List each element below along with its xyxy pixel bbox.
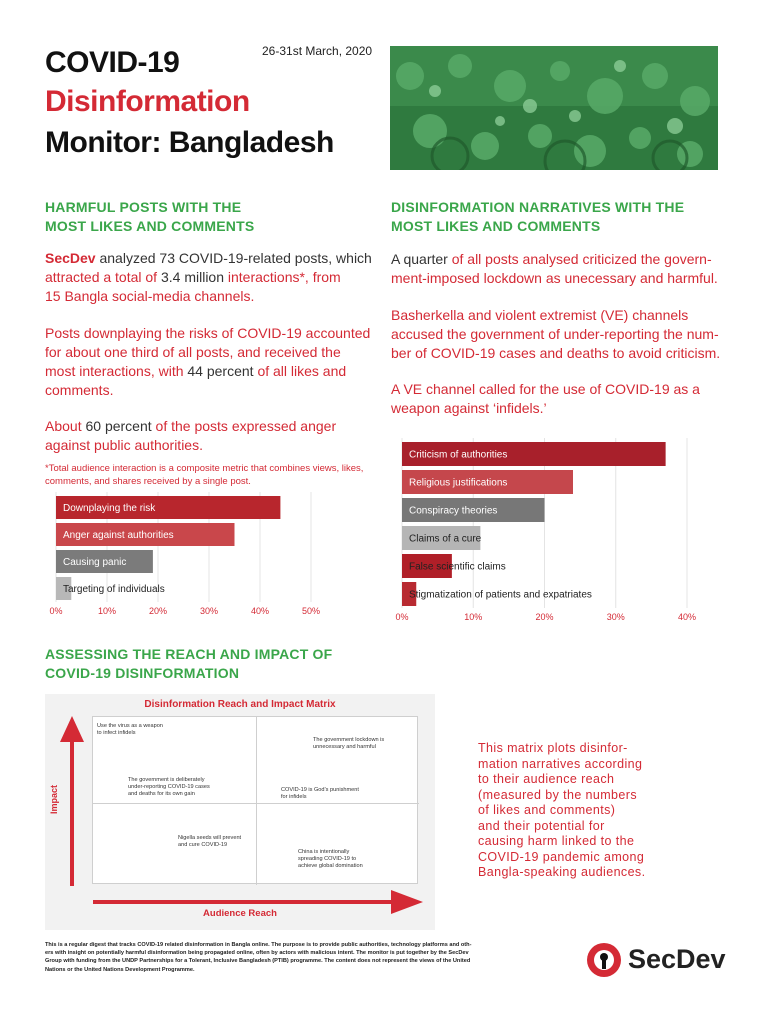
right-p3-line-2: weapon against ‘infidels.’ xyxy=(391,400,547,416)
left-p2-line-2: for about one third of all posts, and received the xyxy=(45,344,341,360)
matrix-item-text: China is intentionally xyxy=(298,849,350,855)
disclaimer-line: Nations or the United Nations Development Programme. xyxy=(45,966,195,973)
title-line-2: Disinformation xyxy=(45,85,250,118)
matrix-item-lockdown xyxy=(313,737,384,751)
matrix-title: Disinformation Reach and Impact Matrix xyxy=(144,699,336,710)
matrix-grid xyxy=(92,716,418,884)
matrix-item-text: for infidels xyxy=(281,794,307,800)
matrix-horizontal-divider xyxy=(93,803,419,804)
bar-label: Religious justifications xyxy=(409,477,508,489)
matrix-item-underreporting xyxy=(128,777,210,798)
disclaimer-line: This is a regular digest that tracks COVID-19 related disinformation in Bangla online. The purpose is to provide public authorities, technology platforms and oth- xyxy=(45,942,472,948)
impact-axis-label: Impact xyxy=(49,784,59,814)
matrix-item-text: achieve global domination xyxy=(298,863,363,869)
right-p2-line-1: Basherkella and violent extremist (VE) channels xyxy=(391,307,689,323)
matrix-item-text: The government is deliberately xyxy=(128,777,205,783)
matrix-vertical-divider xyxy=(256,717,257,885)
right-p1-line-1-b: of all posts analysed criticized the govern- xyxy=(447,251,712,267)
secdev-logo xyxy=(586,942,726,982)
matrix-note-line: and their potential for xyxy=(478,818,605,833)
matrix-item-nigella xyxy=(178,835,241,849)
left-p1-line-1-text: analyzed 73 COVID-19-related posts, which xyxy=(95,250,372,266)
footnote-line-2: comments, and shares received by a single post. xyxy=(45,476,251,487)
left-p3-line-2: against public authorities. xyxy=(45,437,203,453)
disclaimer-line: Group with funding from the UNDP Partnerships for a Tolerant, Inclusive Bangladesh (PTIB) programme. The content does not represent the views of the United xyxy=(45,958,471,965)
x-tick-label: 40% xyxy=(677,612,697,622)
matrix-note-line: Bangla-speaking audiences. xyxy=(478,865,646,879)
right-p2-line-3: ber of COVID-19 cases and deaths to avoid criticism. xyxy=(391,345,721,361)
header-photo xyxy=(390,46,718,170)
matrix-item-text: under-reporting COVID-19 cases xyxy=(128,784,210,790)
x-tick-label: 10% xyxy=(464,612,483,622)
matrix-note-line: COVID-19 pandemic among xyxy=(478,849,645,864)
matrix-note xyxy=(478,741,645,881)
bar-label: False scientific claims xyxy=(409,561,506,573)
bar-label: Downplaying the risk xyxy=(63,503,156,514)
left-p1-line-2 xyxy=(45,268,341,287)
matrix-note-line: This matrix plots disinfor- xyxy=(478,741,628,755)
bar-label: Causing panic xyxy=(63,557,127,568)
left-heading-line-1: HARMFUL POSTS WITH THE xyxy=(45,199,242,215)
right-p1-line-1-a: A quarter xyxy=(391,251,448,267)
disinformation-narratives-chart xyxy=(386,432,716,620)
left-heading-line-2: MOST LIKES AND COMMENTS xyxy=(45,218,255,234)
left-p2-line-3 xyxy=(45,362,346,381)
matrix-heading-line-1: ASSESSING THE REACH AND IMPACT OF xyxy=(45,646,333,662)
matrix-note-line: causing harm linked to the xyxy=(478,834,635,848)
footnote-line-1: *Total audience interaction is a composite metric that combines views, likes, xyxy=(45,463,364,474)
left-p1-line-2-b: 3.4 million xyxy=(160,269,224,285)
bar-label: Criticism of authorities xyxy=(409,449,508,461)
right-p3-line-1: A VE channel called for the use of COVID-19 as a xyxy=(391,381,700,397)
right-p2-line-2: accused the government of under-reporting the num- xyxy=(391,326,719,342)
matrix-item-text: The government lockdown is xyxy=(313,737,385,743)
left-p1-line-3: 15 Bangla social-media channels. xyxy=(45,288,255,304)
title-line-3: Monitor: Bangladesh xyxy=(45,126,334,159)
right-p1-line-2: ment-imposed lockdown as unecessary and harmful. xyxy=(391,270,718,286)
left-p1-line-2-c: interactions*, from xyxy=(224,269,341,285)
bar-label: Conspiracy theories xyxy=(409,505,498,517)
matrix-item-text: to infect infidels xyxy=(97,730,136,736)
disclaimer xyxy=(45,941,565,974)
report-date: 26-31st March, 2020 xyxy=(262,44,373,58)
matrix-item-china xyxy=(298,849,363,870)
matrix-note-line: of likes and comments) xyxy=(478,803,616,817)
matrix-item-text: unnecessary and harmful xyxy=(313,744,376,750)
matrix-item-text: spreading COVID-19 to xyxy=(298,856,357,862)
secdev-logo-text: SecDev xyxy=(628,944,726,974)
bar-label: Targeting of individuals xyxy=(63,584,165,595)
x-tick-label: 30% xyxy=(199,606,219,616)
matrix-note-line: (measured by the numbers xyxy=(478,787,637,802)
matrix-panel xyxy=(45,694,435,930)
left-p1-line-1 xyxy=(45,249,372,268)
disclaimer-line: ers with insight on potentially harmful disinformation being propagated online, often by actors with malicious intent. The monitor is put together by the SecDev xyxy=(45,950,469,957)
title-line-1: COVID-19 xyxy=(45,46,180,79)
matrix-note-line: mation narratives according xyxy=(478,756,643,771)
secdev-name: SecDev xyxy=(45,250,96,266)
left-p3-line-1 xyxy=(45,417,336,436)
right-heading-line-2: MOST LIKES AND COMMENTS xyxy=(391,218,601,234)
reach-axis-label: Audience Reach xyxy=(203,908,277,919)
secdev-logo-icon xyxy=(586,942,622,978)
harmful-posts-chart xyxy=(40,490,340,620)
matrix-note-line: to their audience reach xyxy=(478,772,615,786)
x-tick-label: 0% xyxy=(49,606,63,616)
x-tick-label: 20% xyxy=(535,612,554,622)
x-tick-label: 40% xyxy=(250,606,270,616)
left-p2-line-4: comments. xyxy=(45,382,114,398)
x-tick-label: 20% xyxy=(148,606,168,616)
left-p2-line-3-c: of all likes and xyxy=(253,363,347,379)
x-tick-label: 0% xyxy=(395,612,409,622)
right-heading-line-1: DISINFORMATION NARRATIVES WITH THE xyxy=(391,199,685,215)
x-tick-label: 30% xyxy=(606,612,625,622)
left-p1-line-2-a: attracted a total of xyxy=(45,269,161,285)
bar-label: Claims of a cure xyxy=(409,533,482,545)
matrix-item-text: Use the virus as a weapon xyxy=(97,723,163,729)
matrix-heading-line-2: COVID-19 DISINFORMATION xyxy=(45,665,240,681)
bar-label: Anger against authorities xyxy=(63,530,174,541)
matrix-item-text: and deaths for its own gain xyxy=(128,791,195,797)
matrix-item-punishment xyxy=(281,787,359,801)
matrix-item-text: and cure COVID-19 xyxy=(178,842,228,848)
bar-label: Stigmatization of patients and expatriates xyxy=(409,589,592,601)
matrix-item-text: COVID-19 is God’s punishment xyxy=(281,787,359,793)
right-p1-line-1 xyxy=(391,250,712,269)
left-p2-line-3-a: most interactions, with xyxy=(45,363,188,379)
left-p3-line-1-a: About xyxy=(45,418,86,434)
impact-arrow-icon xyxy=(57,716,87,886)
x-tick-label: 10% xyxy=(97,606,117,616)
left-p2-line-1: Posts downplaying the risks of COVID-19 accounted xyxy=(45,325,371,341)
left-p3-line-1-c: of the posts expressed anger xyxy=(151,418,337,434)
left-p2-line-3-b: 44 percent xyxy=(187,363,254,379)
matrix-item-text: Nigella seeds will prevent xyxy=(178,835,242,841)
matrix-item-weapon xyxy=(97,723,163,737)
x-tick-label: 50% xyxy=(301,606,321,616)
left-p3-line-1-b: 60 percent xyxy=(85,418,152,434)
